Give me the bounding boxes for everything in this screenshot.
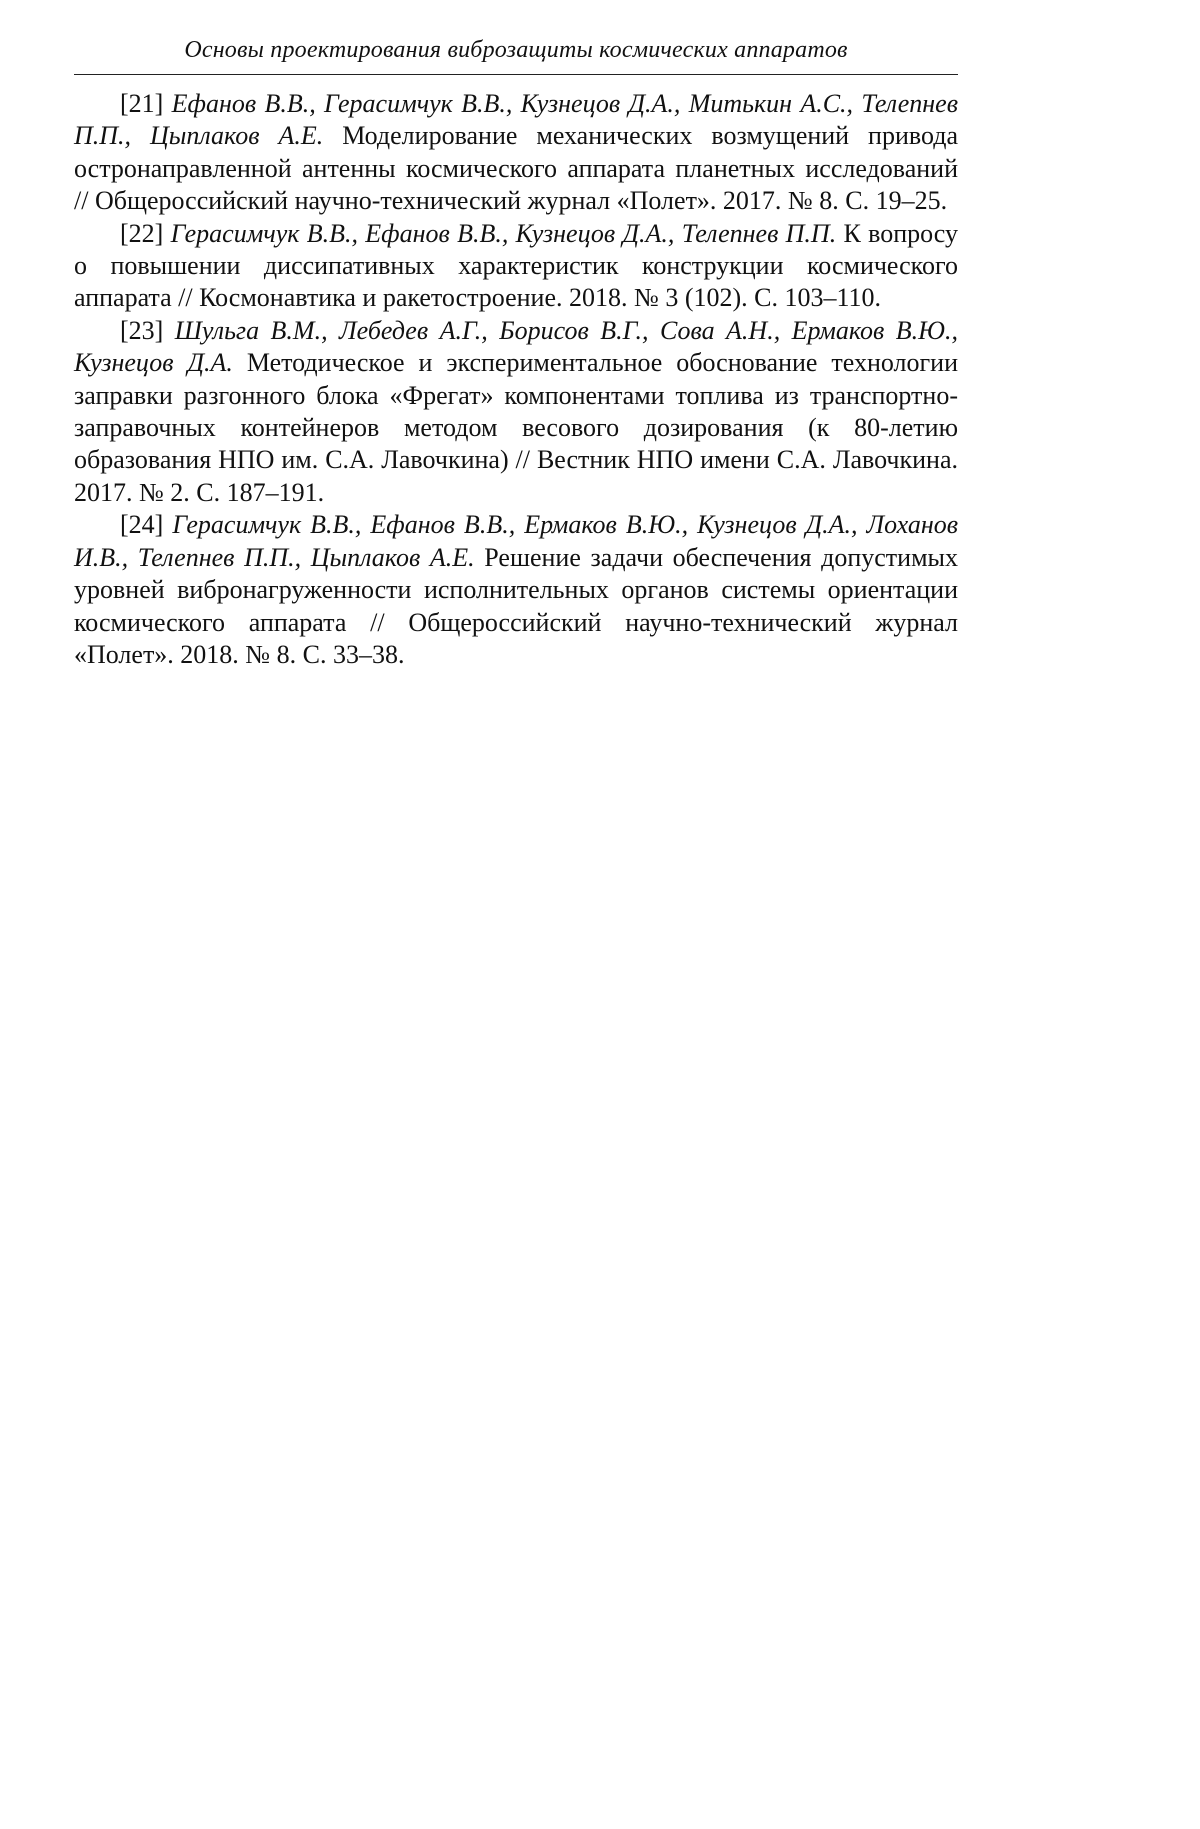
reference-number: [21]	[120, 89, 164, 118]
header-divider	[74, 74, 958, 75]
reference-authors: Ефанов В.В., Герасимчук В.В., Кузнецов Д.А., Митькин А.С., Телепнев П.П., Цыплаков А.Е.	[74, 89, 959, 151]
reference-number: [22]	[120, 218, 164, 248]
reference-item-23	[74, 315, 958, 509]
reference-text: К вопросу о повышении диссипативных характеристик конструкции космического аппарата // Космонавтика и ракетостроение. 2018. № 3 (102). С. 103–110.	[74, 218, 958, 313]
reference-number: [23]	[120, 315, 164, 345]
reference-text: Решение задачи обеспечения допустимых уровней вибронагруженности исполнительных органов системы ориентации космического аппарата // Общероссийский научно-технический журнал «Полет». 2018. № 8. С. 33–38.	[74, 542, 959, 669]
reference-item-22	[74, 218, 958, 315]
reference-item-21	[74, 88, 958, 218]
reference-authors: Герасимчук В.В., Ефанов В.В., Ермаков В.Ю., Кузнецов Д.А., Лоханов И.В., Телепнев П.П., Цыплаков А.Е.	[74, 510, 959, 572]
reference-authors: Шульга В.М., Лебедев А.Г., Борисов В.Г., Сова А.Н., Ермаков В.Ю., Кузнецов Д.А.	[74, 315, 958, 378]
reference-text: Моделирование механических возмущений привода остронаправленной антенны космического аппарата планетных исследований // Общероссийский научно-технический журнал «Полет». 2017. № 8. С. 19–25.	[74, 121, 958, 216]
reference-text: Методическое и экспериментальное обоснование технологии заправки разгонного блока «Фрегат» компонентами топлива из транспортно-заправочных контейнеров методом весового дозирования (к 80-летию образования НПО им. С.А. Лавочкина) // Вестник НПО имени С.А. Лавочкина. 2017. № 2. С. 187–191.	[74, 348, 958, 507]
reference-list	[74, 88, 958, 671]
reference-number: [24]	[120, 510, 164, 540]
reference-authors: Герасимчук В.В., Ефанов В.В., Кузнецов Д.А., Телепнев П.П.	[170, 218, 837, 248]
running-header: Основы проектирования виброзащиты космических аппаратов	[184, 37, 848, 63]
reference-item-24	[74, 509, 958, 671]
